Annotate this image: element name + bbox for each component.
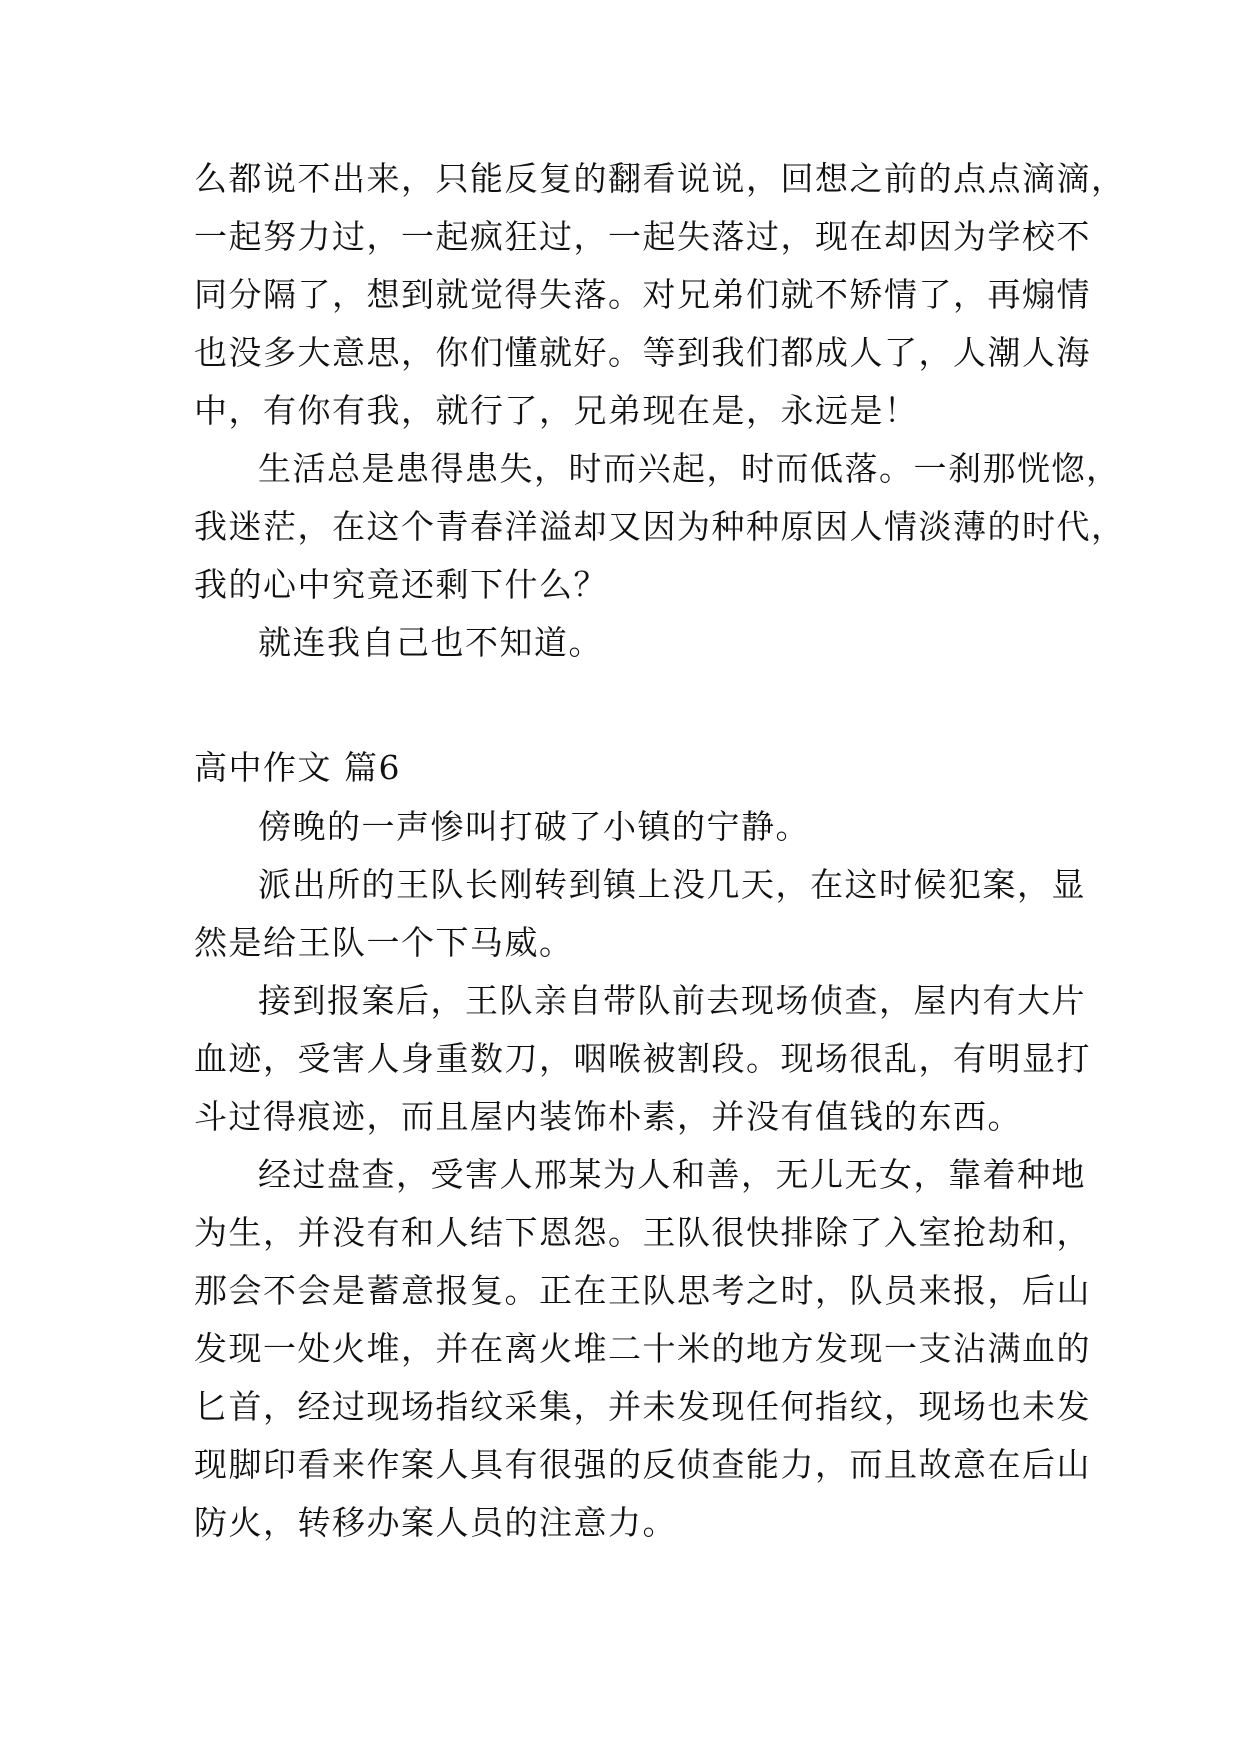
text-line: 现脚印看来作案人具有很强的反侦查能力，而且故意在后山 [194, 1445, 1091, 1484]
text-line: 一起努力过，一起疯狂过，一起失落过，现在却因为学校不 [194, 217, 1091, 256]
text-line: 然是给王队一个下马威。 [194, 923, 574, 962]
text-line: 同分隔了，想到就觉得失落。对兄弟们就不矫情了，再煽情 [194, 275, 1091, 314]
text-line: 中，有你有我，就行了，兄弟现在是，永远是！ [194, 391, 919, 430]
text-line: 防火，转移办案人员的注意力。 [194, 1503, 677, 1542]
paragraph-start-line: 派出所的王队长刚转到镇上没几天，在这时候犯案，显 [258, 865, 1086, 904]
text-line: 发现一处火堆，并在离火堆二十米的地方发现一支沾满血的 [194, 1329, 1091, 1368]
text-line: 斗过得痕迹，而且屋内装饰朴素，并没有值钱的东西。 [194, 1097, 1022, 1136]
text-line: 匕首，经过现场指纹采集，并未发现任何指纹，现场也未发 [194, 1387, 1091, 1426]
text-line: 血迹，受害人身重数刀，咽喉被割段。现场很乱，有明显打 [194, 1039, 1091, 1078]
section-heading [194, 739, 1052, 797]
paragraph-start-line: 就连我自己也不知道。 [258, 623, 603, 662]
text-line: 我的心中究竟还剩下什么？ [194, 565, 608, 604]
text-line: 为生，并没有和人结下恩怨。王队很快排除了入室抢劫和， [194, 1213, 1091, 1252]
paragraph-start-line: 接到报案后，王队亲自带队前去现场侦查，屋内有大片 [258, 981, 1086, 1020]
text-line: 也没多大意思，你们懂就好。等到我们都成人了，人潮人海 [194, 333, 1091, 372]
text-line: 那会不会是蓄意报复。正在王队思考之时，队员来报，后山 [194, 1271, 1091, 1310]
section-title: 高中作文 篇6 [194, 748, 401, 787]
paragraph-start-line: 生活总是患得患失，时而兴起，时而低落。一刹那恍惚， [258, 449, 1121, 488]
paragraph-start-line: 傍晚的一声惨叫打破了小镇的宁静。 [258, 807, 810, 846]
essay-part-6 [194, 798, 1091, 1552]
text-line: 我迷茫，在这个青春洋溢却又因为种种原因人情淡薄的时代， [194, 507, 1126, 546]
essay-part-ending [194, 150, 1126, 672]
text-line: 么都说不出来，只能反复的翻看说说，回想之前的点点滴滴， [194, 159, 1126, 198]
paragraph-start-line: 经过盘查，受害人邢某为人和善，无儿无女，靠着种地 [258, 1155, 1086, 1194]
